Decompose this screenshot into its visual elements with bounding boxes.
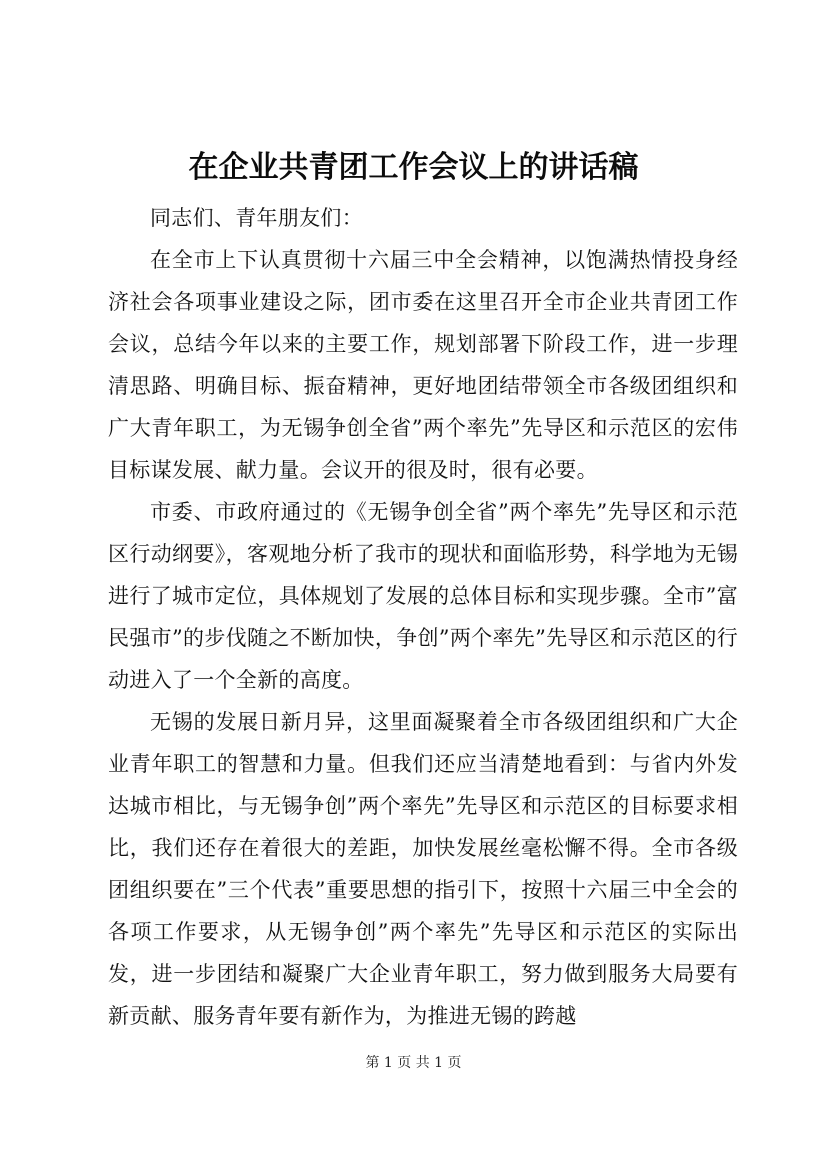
body-paragraph: 在全市上下认真贯彻十六届三中全会精神，以饱满热情投身经济社会各项事业建设之际，团市委在这里召开全市企业共青团工作会议，总结今年以来的主要工作，规划部署下阶段工作，进一步理清思路、明确目标、振奋精神，更好地团结带领全市各级团组织和广大青年职工，为无锡争创全省”两个率先”先导区和示范区的宏伟目标谋发展、献力量。会议开的很及时，很有必要。 xyxy=(108,248,738,482)
document-title: 在企业共青团工作会议上的讲话稿 xyxy=(188,150,639,185)
document-body xyxy=(108,197,738,1037)
page-footer: 第 1 页 共 1 页 xyxy=(365,1055,462,1071)
body-paragraph: 市委、市政府通过的《无锡争创全省”两个率先”先导区和示范区行动纲要》，客观地分析了我市的现状和面临形势，科学地为无锡进行了城市定位，具体规划了发展的总体目标和实现步骤。全市”富民强市”的步伐随之不断加快，争创”两个率先”先导区和示范区的行动进入了一个全新的高度。 xyxy=(108,500,738,692)
body-paragraph: 无锡的发展日新月异，这里面凝聚着全市各级团组织和广大企业青年职工的智慧和力量。但我们还应当清楚地看到：与省内外发达城市相比，与无锡争创”两个率先”先导区和示范区的目标要求相比，我们还存在着很大的差距，加快发展丝毫松懈不得。全市各级团组织要在”三个代表”重要思想的指引下，按照十六届三中全会的各项工作要求，从无锡争创”两个率先”先导区和示范区的实际出发，进一步团结和凝聚广大企业青年职工，努力做到服务大局要有新贡献、服务青年要有新作为，为推进无锡的跨越 xyxy=(108,710,738,1028)
salutation-paragraph: 同志们、青年朋友们： xyxy=(150,206,363,230)
